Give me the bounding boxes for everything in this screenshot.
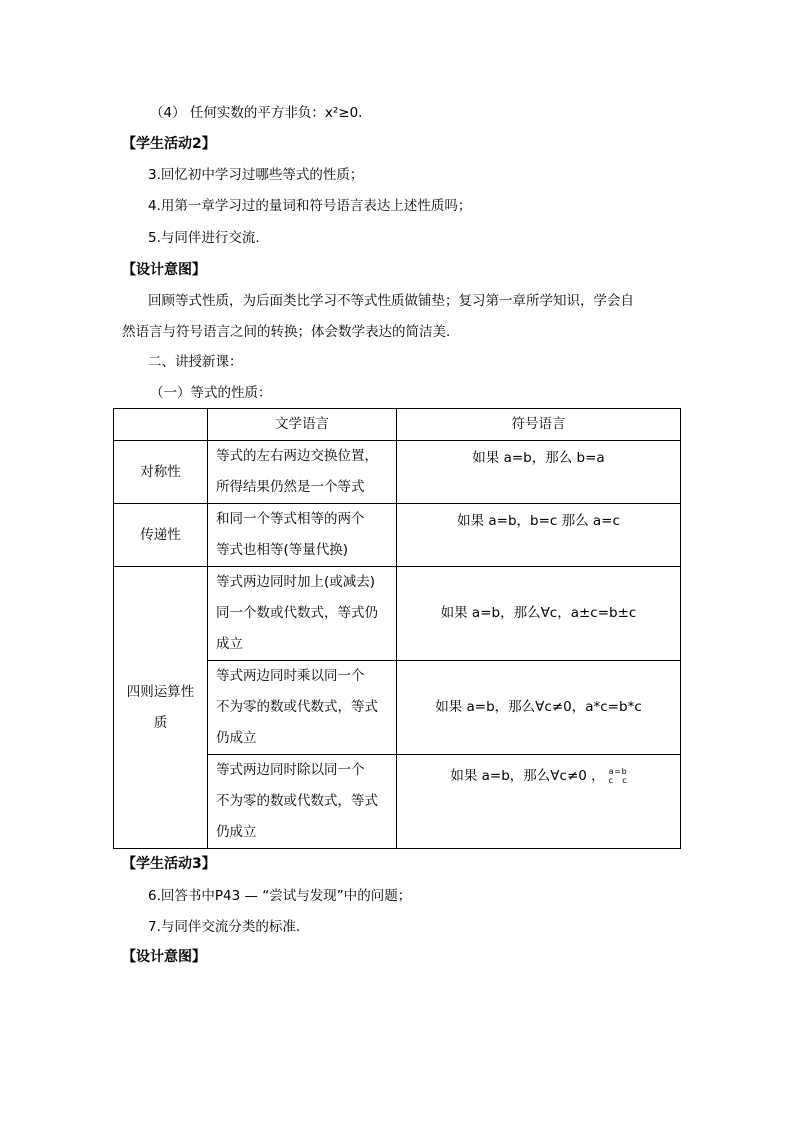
row-text-line: 不为零的数或代数式，等式 xyxy=(216,793,378,809)
fraction-numerator-b: b xyxy=(621,767,627,776)
row-text-line: 等式的左右两边交换位置， xyxy=(216,448,378,464)
row-text-multiply xyxy=(208,661,397,755)
row-name-transitive: 传递性 xyxy=(114,504,208,567)
activity-2-item-5: 5.与同伴进行交流. xyxy=(148,230,260,246)
row-text-line: 仍成立 xyxy=(216,824,257,840)
row-text-transitive xyxy=(208,504,397,567)
row-symbol-divide xyxy=(397,755,681,849)
row-text-line: 等式两边同时乘以同一个 xyxy=(216,668,365,684)
equality-properties-subtitle: （一）等式的性质： xyxy=(150,385,272,401)
fraction-equals: = xyxy=(614,767,621,776)
row-text-line: 等式也相等(等量代换) xyxy=(216,542,349,558)
activity-2-item-4: 4.用第一章学习过的量词和符号语言表达上述性质吗； xyxy=(148,198,472,214)
activity-2-item-3: 3.回忆初中学习过哪些等式的性质； xyxy=(148,167,364,183)
header-symbolic-language: 符号语言 xyxy=(397,409,681,441)
activity-3-heading: 【学生活动3】 xyxy=(122,856,216,872)
new-lesson-title: 二、讲授新课： xyxy=(148,354,243,370)
row-text-divide xyxy=(208,755,397,849)
table-header-row xyxy=(114,409,681,441)
property-item-4: （4） 任何实数的平方非负：x²≥0. xyxy=(150,105,363,121)
equality-properties-table xyxy=(113,408,681,849)
row-symbol-multiply: 如果 a=b，那么∀c≠0，a*c=b*c xyxy=(397,661,681,755)
table-row xyxy=(114,504,681,567)
activity-3-item-7: 7.与同伴交流分类的标准. xyxy=(148,919,301,935)
row-name-line: 质 xyxy=(153,714,168,731)
row-symbol-symmetry: 如果 a=b，那么 b=a xyxy=(397,441,681,504)
activity-2-heading: 【学生活动2】 xyxy=(122,136,216,152)
row-text-line: 和同一个等式相等的两个 xyxy=(216,511,365,527)
row-text-line: 同一个数或代数式，等式仍 xyxy=(216,605,378,621)
header-empty-cell xyxy=(114,409,208,441)
header-literal-language: 文学语言 xyxy=(208,409,397,441)
row-text-line: 仍成立 xyxy=(216,730,257,746)
divide-symbol-text: 如果 a=b，那么∀c≠0 ， xyxy=(450,768,605,784)
row-symbol-add: 如果 a=b，那么∀c，a±c=b±c xyxy=(397,567,681,661)
row-symbol-transitive: 如果 a=b，b=c 那么 a=c xyxy=(397,504,681,567)
fraction-denominator-a: c xyxy=(608,776,614,785)
fraction-denominator-b: c xyxy=(622,776,627,785)
design-intent-paragraph-line-1: 回顾等式性质，为后面类比学习不等式性质做铺垫；复习第一章所学知识，学会自 xyxy=(148,293,634,309)
row-text-line: 等式两边同时除以同一个 xyxy=(216,762,365,778)
design-intent-heading: 【设计意图】 xyxy=(122,262,206,278)
fraction-numerator-a: a xyxy=(608,767,614,776)
fraction-expression xyxy=(609,767,627,785)
row-name-arithmetic xyxy=(114,567,208,849)
design-intent-paragraph-line-2: 然语言与符号语言之间的转换；体会数学表达的简洁美. xyxy=(122,324,451,340)
row-text-line: 成立 xyxy=(216,636,243,652)
row-text-symmetry xyxy=(208,441,397,504)
row-text-add xyxy=(208,567,397,661)
row-text-line: 所得结果仍然是一个等式 xyxy=(216,479,365,495)
row-text-line: 等式两边同时加上(或减去) xyxy=(216,574,376,590)
row-text-line: 不为零的数或代数式，等式 xyxy=(216,699,378,715)
table-row xyxy=(114,567,681,661)
design-intent-2-heading: 【设计意图】 xyxy=(122,949,206,965)
activity-3-item-6: 6.回答书中P43 — “尝试与发现”中的问题； xyxy=(148,888,412,904)
row-name-symmetry: 对称性 xyxy=(114,441,208,504)
row-name-line: 四则运算性 xyxy=(126,683,195,700)
table-row xyxy=(114,441,681,504)
